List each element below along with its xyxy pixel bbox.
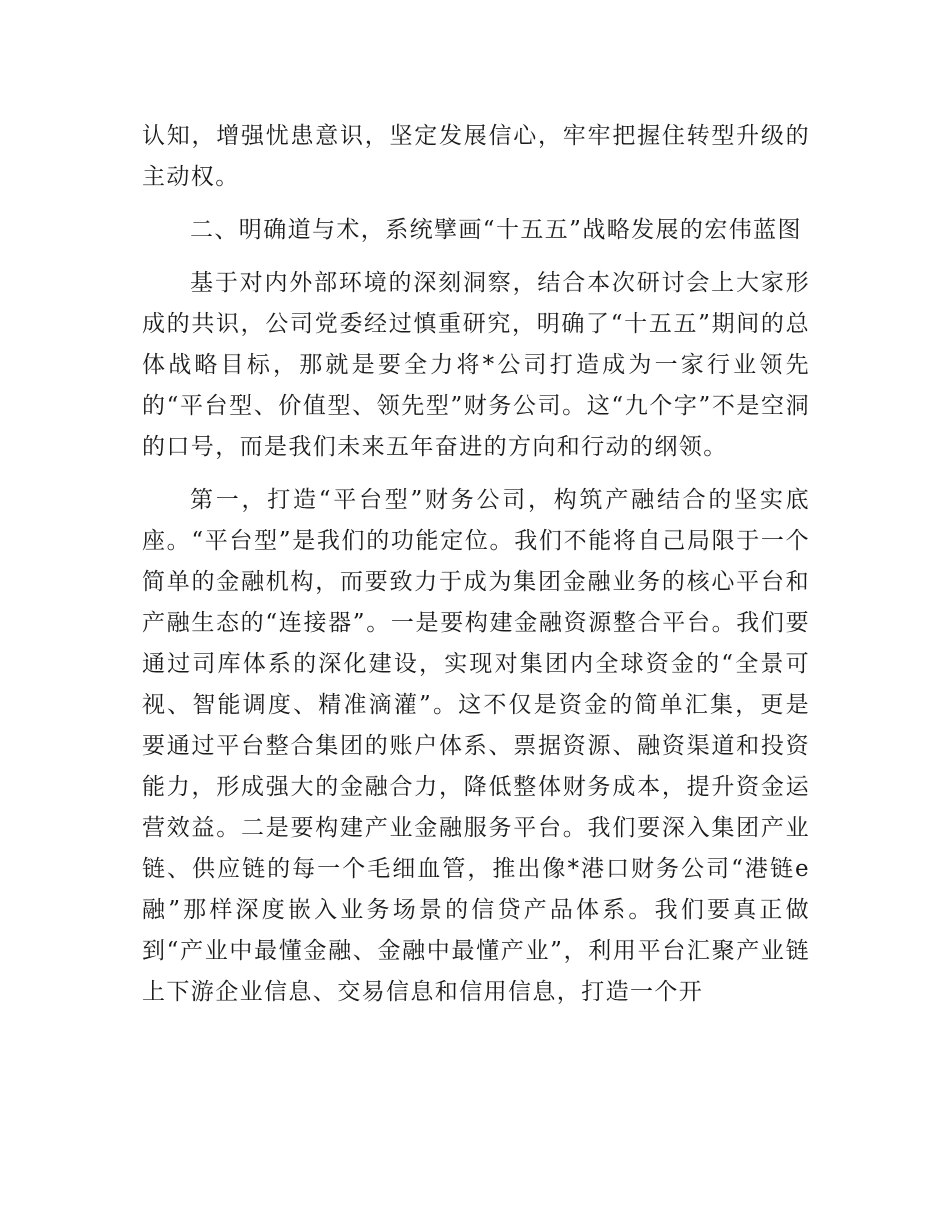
- paragraph-platform-type: 第一，打造“平台型”财务公司，构筑产融结合的坚实底座。“平台型”是我们的功能定位。我们不能将自己局限于一个简单的金融机构，而要致力于成为集团金融业务的核心平台和产融生态的“连接器”。一是要构建金融资源整合平台。我们要通过司库体系的深化建设，实现对集团内全球资金的“全景可视、智能调度、精准滴灌”。这不仅是资金的简单汇集，更是要通过平台整合集团的账户体系、票据资源、融资渠道和投资能力，形成强大的金融合力，降低整体财务成本，提升资金运营效益。二是要构建产业金融服务平台。我们要深入集团产业链、供应链的每一个毛细血管，推出像*港口财务公司“港链e融”那样深度嵌入业务场景的信贷产品体系。我们要真正做到“产业中最懂金融、金融中最懂产业”，利用平台汇聚产业链上下游企业信息、交易信息和信用信息，打造一个开: [142, 487, 810, 1005]
- section-heading: 二、明确道与术，系统擘画“十五五”战略发展的宏伟蓝图: [190, 217, 802, 243]
- paragraph-continuation: 认知，增强忧患意识，坚定发展信心，牢牢把握住转型升级的主动权。: [142, 123, 810, 190]
- document-page: [142, 116, 810, 1025]
- paragraph-strategy-goal: 基于对内外部环境的深刻洞察，结合本次研讨会上大家形成的共识，公司党委经过慎重研究，明确了“十五五”期间的总体战略目标，那就是要全力将*公司打造成为一家行业领先的“平台型、价值型、领先型”财务公司。这“九个字”不是空洞的口号，而是我们未来五年奋进的方向和行动的纲领。: [142, 270, 810, 460]
